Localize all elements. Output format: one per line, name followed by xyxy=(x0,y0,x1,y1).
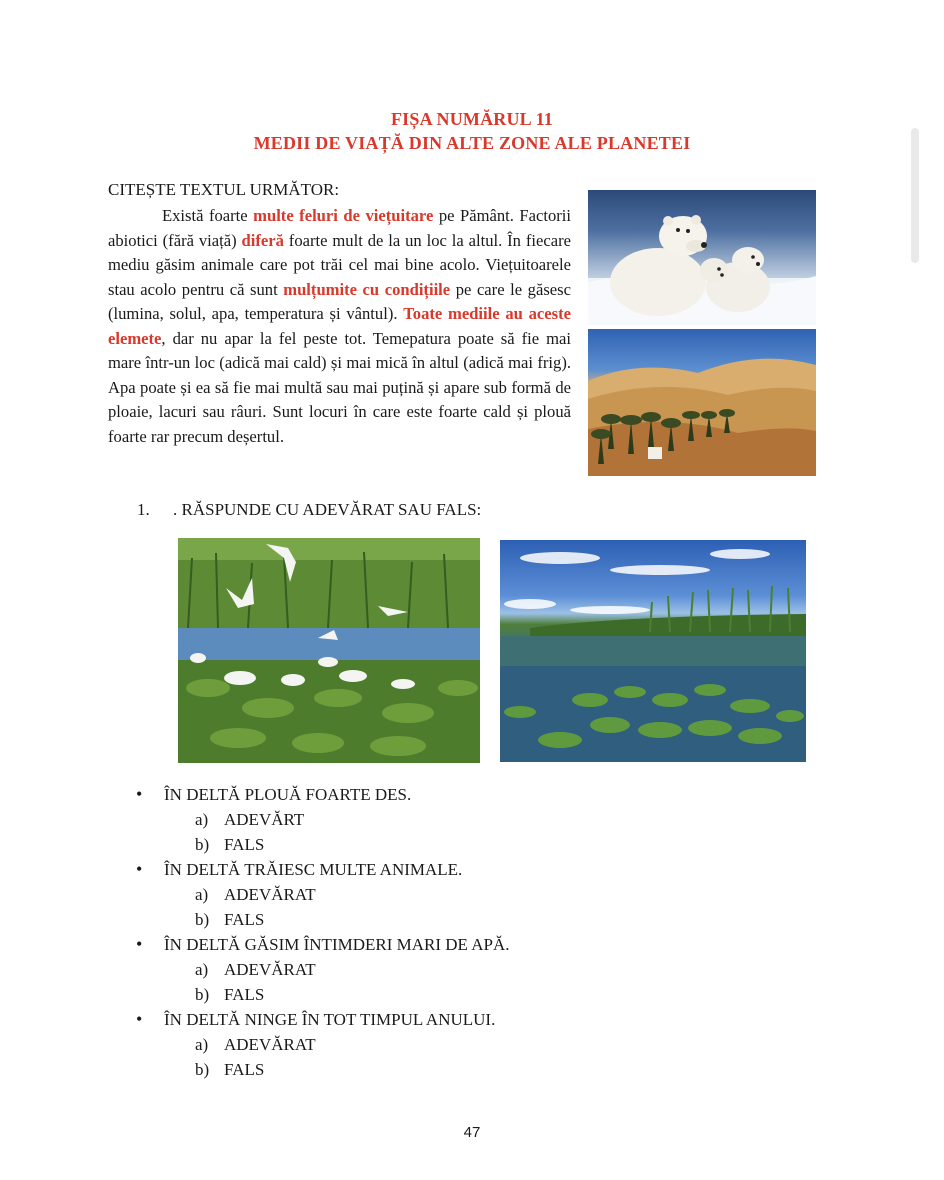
option-label: ADEVĂRAT xyxy=(224,885,316,904)
exercise-number: 1. xyxy=(137,500,150,519)
paragraph-text: Există foarte xyxy=(162,206,254,225)
worksheet-number-title: FIȘA NUMĂRUL 11 xyxy=(390,109,554,129)
emphasized-phrase: Toate mediile au aceste elemete xyxy=(108,304,571,348)
bullet-icon: • xyxy=(136,784,143,804)
option-letter: b) xyxy=(195,835,210,854)
emphasized-phrase: multe feluri de viețuitare xyxy=(253,206,434,225)
option-label: FALS xyxy=(224,910,265,929)
answer-option[interactable] xyxy=(136,982,736,1007)
option-letter: b) xyxy=(195,985,210,1004)
paragraph-text: , dar nu apar la fel peste tot. Temepatura poate să fie mai mare într-un loc (adică mai cald) și mai mică în altul (adică mai frig). Apa poate și ea să fie mai multă sau mai puțină și apare sub formă de ploaie, lacuri sau râuri. Sunt locuri în care este foarte cald și plouă foarte rar precum deșertul. xyxy=(108,328,571,446)
option-label: FALS xyxy=(224,1060,265,1079)
worksheet-topic-title: MEDII DE VIAȚĂ DIN ALTE ZONE ALE PLANETEI xyxy=(253,133,691,153)
question-item xyxy=(136,857,736,882)
answer-option[interactable] xyxy=(136,1032,736,1057)
exercise-heading xyxy=(137,500,481,520)
question-text: ÎN DELTĂ NINGE ÎN TOT TIMPUL ANULUI. xyxy=(164,1010,496,1029)
option-letter: a) xyxy=(195,1035,209,1054)
option-letter: a) xyxy=(195,885,209,904)
delta-birds-photo xyxy=(178,538,480,763)
emphasized-phrase: diferă xyxy=(241,230,284,250)
question-item xyxy=(136,1007,736,1032)
paragraph-text: foarte mult de la un loc la altul. În fiecare mediu găsim animale care pot trăi cel mai bine acolo. Viețuitoarele stau acolo pentru că sunt xyxy=(108,230,571,299)
option-label: ADEVĂRAT xyxy=(224,960,316,979)
polar-bear-photo xyxy=(588,190,816,325)
true-false-questions xyxy=(136,782,736,1082)
question-text: ÎN DELTĂ GĂSIM ÎNTIMDERI MARI DE APĂ. xyxy=(164,935,510,954)
answer-option[interactable] xyxy=(136,807,736,832)
paragraph-text: pe Pământ. Factorii abiotici (fără viață) xyxy=(108,206,571,250)
option-label: FALS xyxy=(224,835,265,854)
answer-option[interactable] xyxy=(136,957,736,982)
question-item xyxy=(136,932,736,957)
desert-oasis-photo xyxy=(588,329,816,476)
reading-heading: CITEȘTE TEXTUL URMĂTOR: xyxy=(108,180,340,199)
question-text: ÎN DELTĂ PLOUĂ FOARTE DES. xyxy=(164,785,412,804)
bullet-icon: • xyxy=(136,1009,143,1029)
answer-option[interactable] xyxy=(136,1057,736,1082)
option-label: ADEVĂRT xyxy=(224,810,305,829)
option-letter: a) xyxy=(195,960,209,979)
option-label: FALS xyxy=(224,985,265,1004)
paragraph-text: pe care le găsesc (lumina, solul, apa, temperatura și vântul). xyxy=(108,279,571,323)
option-label: ADEVĂRAT xyxy=(224,1035,316,1054)
bullet-icon: • xyxy=(136,859,143,879)
bullet-icon: • xyxy=(136,934,143,954)
answer-option[interactable] xyxy=(136,832,736,857)
answer-option[interactable] xyxy=(136,882,736,907)
answer-option[interactable] xyxy=(136,907,736,932)
option-letter: a) xyxy=(195,810,209,829)
question-item xyxy=(136,782,736,807)
delta-lake-photo xyxy=(500,540,806,762)
exercise-instruction: . RĂSPUNDE CU ADEVĂRAT SAU FALS: xyxy=(173,500,482,519)
emphasized-phrase: mulțumite cu condițiile xyxy=(283,279,451,299)
option-letter: b) xyxy=(195,1060,210,1079)
question-text: ÎN DELTĂ TRĂIESC MULTE ANIMALE. xyxy=(164,860,463,879)
page-number: 47 xyxy=(463,1124,481,1141)
reading-paragraph xyxy=(108,204,571,449)
option-letter: b) xyxy=(195,910,210,929)
